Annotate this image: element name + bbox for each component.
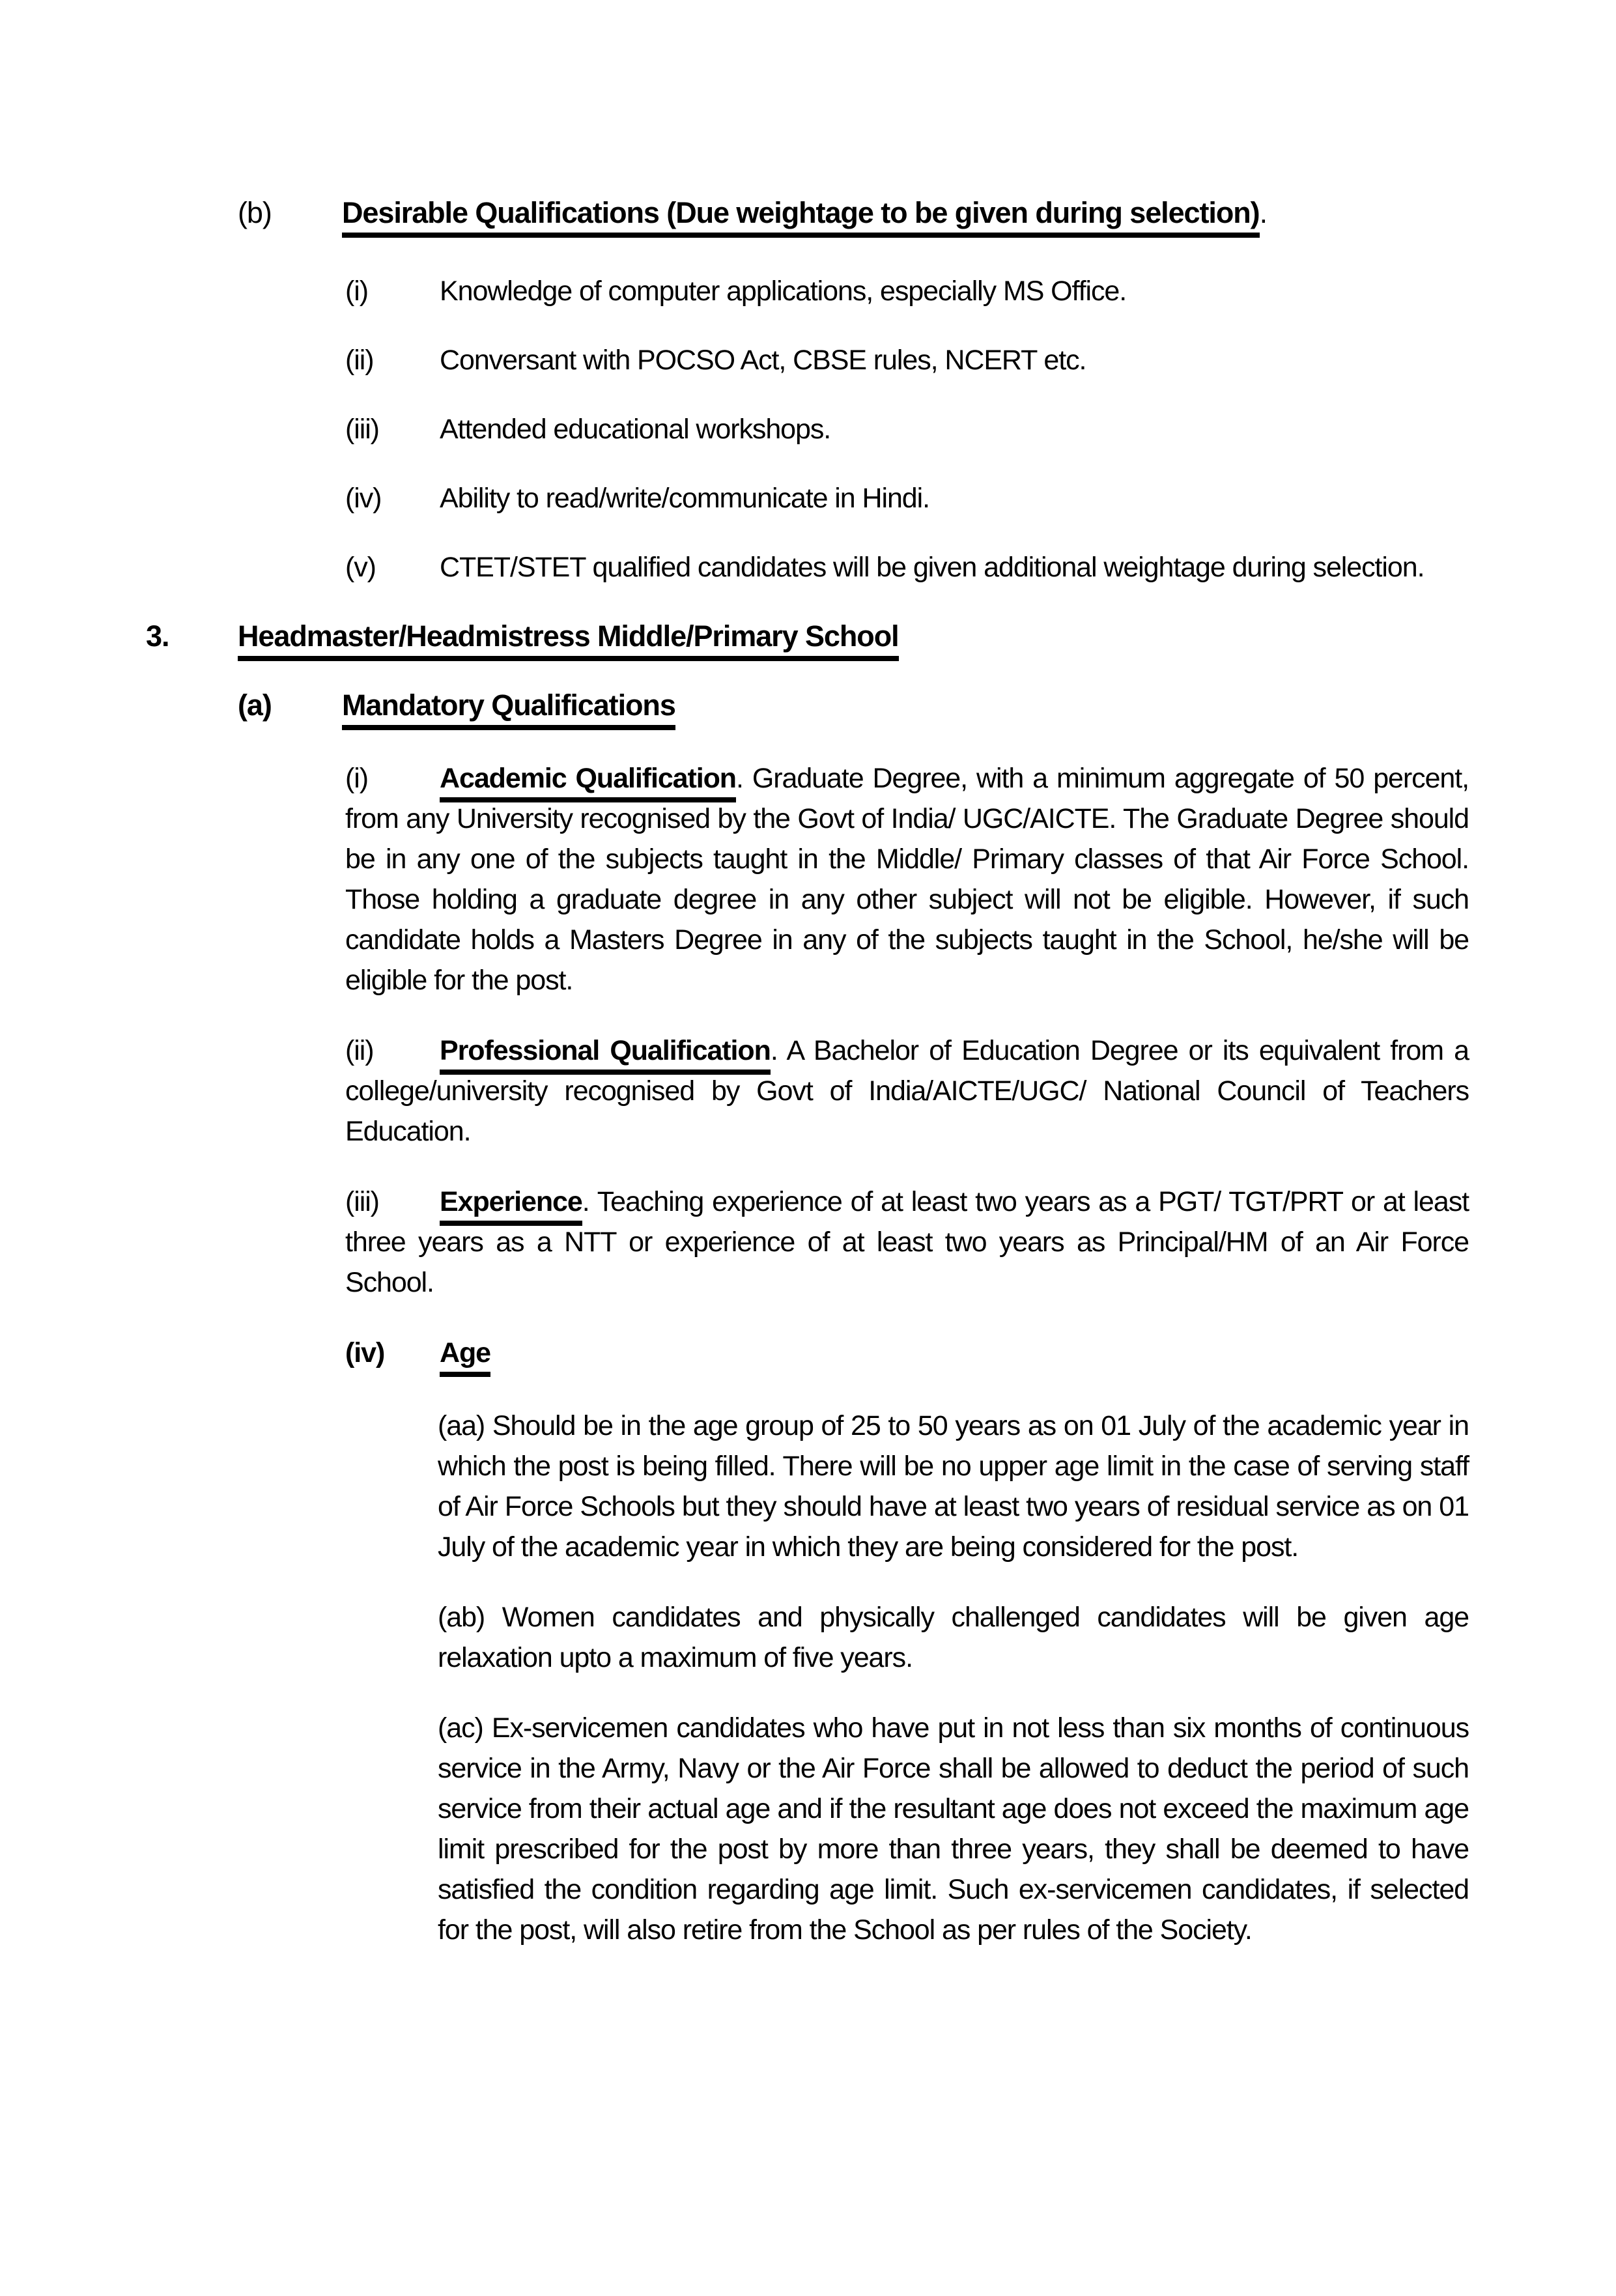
item-text: Conversant with POCSO Act, CBSE rules, NCERT etc. [440, 345, 1086, 376]
paragraph-text: Graduate Degree, with a minimum aggregate of 50 percent, from any University recognised by the Govt of India/ UGC/AICTE. The Graduate Degree should be in any one of the subjects taught in the Middle/ Primary classes of that Air Force School. Those holding a graduate degree in any other subject will not be eligible. However, if such candidate holds a Masters Degree in any of the subjects taught in the School, he/she will be eligible for the post. [345, 763, 1469, 996]
inline-heading-period: . [770, 1035, 778, 1066]
age-sub-item-ab [438, 1597, 1469, 1678]
item-text: Attended educational workshops. [440, 414, 831, 445]
item-marker: (iii) [345, 1186, 379, 1217]
sub-item-text: Ex-servicemen candidates who have put in not less than six months of continuous service in the Army, Navy or the Air Force shall be allowed to deduct the period of such service from their actual age and if the resultant age does not exceed the maximum age limit prescribed for the post by more than three years, they shall be deemed to have satisfied the condition regarding age limit. Such ex-servicemen candidates, if selected for the post, will also retire from the School as per rules of the Society. [438, 1712, 1469, 1946]
sub-item-marker: (ab) [438, 1602, 485, 1633]
age-heading [345, 1333, 1469, 1373]
item-text: Knowledge of computer applications, especially MS Office. [440, 276, 1127, 307]
item-marker: (iii) [345, 414, 379, 445]
item-marker: (i) [345, 276, 368, 307]
inline-heading: Professional Qualification [440, 1035, 771, 1075]
item-text: Ability to read/write/communicate in Hindi. [440, 483, 929, 514]
desirable-item-4 [345, 478, 1469, 518]
item-marker: (iv) [345, 483, 382, 514]
inline-heading-period: . [582, 1186, 589, 1217]
section-a-title: Mandatory Qualifications [342, 688, 675, 730]
section-b-period: . [1259, 196, 1268, 229]
age-title: Age [440, 1337, 490, 1377]
item-marker: (i) [345, 763, 368, 794]
professional-qualification-paragraph [345, 1030, 1469, 1152]
section-b-marker: (b) [238, 196, 272, 229]
item-text: CTET/STET qualified candidates will be given additional weightage during selection. [440, 552, 1425, 583]
section-b-title: Desirable Qualifications (Due weightage to be given during selection) [342, 196, 1260, 238]
desirable-qualifications-heading [238, 193, 1469, 233]
academic-qualification-paragraph [345, 758, 1469, 1000]
desirable-item-1 [345, 271, 1469, 311]
item-marker: (ii) [345, 1035, 374, 1066]
age-sub-item-ac [438, 1708, 1469, 1950]
mandatory-qualifications-heading [238, 685, 1469, 726]
paragraph-text: A Bachelor of Education Degree or its equivalent from a college/university recognised by Govt of India/AICTE/UGC/ National Council of Teachers Education. [345, 1035, 1469, 1147]
desirable-item-5 [345, 547, 1469, 588]
section-a-marker: (a) [238, 688, 272, 722]
sub-item-text: Women candidates and physically challenged candidates will be given age relaxation upto a maximum of five years. [438, 1602, 1469, 1673]
experience-paragraph [345, 1182, 1469, 1303]
sub-item-marker: (ac) [438, 1712, 483, 1744]
sub-item-text: Should be in the age group of 25 to 50 years as on 01 July of the academic year in which the post is being filled. There will be no upper age limit in the case of serving staff of Air Force Schools but they should have at least two years of residual service as on 01 July of the academic year in which they are being considered for the post. [438, 1410, 1469, 1563]
item-marker: (v) [345, 552, 376, 583]
inline-heading: Academic Qualification [440, 763, 736, 802]
age-marker: (iv) [345, 1337, 385, 1368]
inline-heading-period: . [736, 763, 743, 794]
section-3-title: Headmaster/Headmistress Middle/Primary School [238, 619, 899, 661]
inline-heading: Experience [440, 1186, 582, 1226]
section-3-heading [146, 616, 1469, 657]
paragraph-text: Teaching experience of at least two years as a PGT/ TGT/PRT or at least three years as a NTT or experience of at least two years as Principal/HM of an Air Force School. [345, 1186, 1469, 1298]
desirable-item-2 [345, 340, 1469, 380]
sub-item-marker: (aa) [438, 1410, 485, 1441]
age-sub-item-aa [438, 1406, 1469, 1567]
item-marker: (ii) [345, 345, 374, 376]
section-3-number: 3. [146, 619, 169, 653]
desirable-item-3 [345, 409, 1469, 449]
